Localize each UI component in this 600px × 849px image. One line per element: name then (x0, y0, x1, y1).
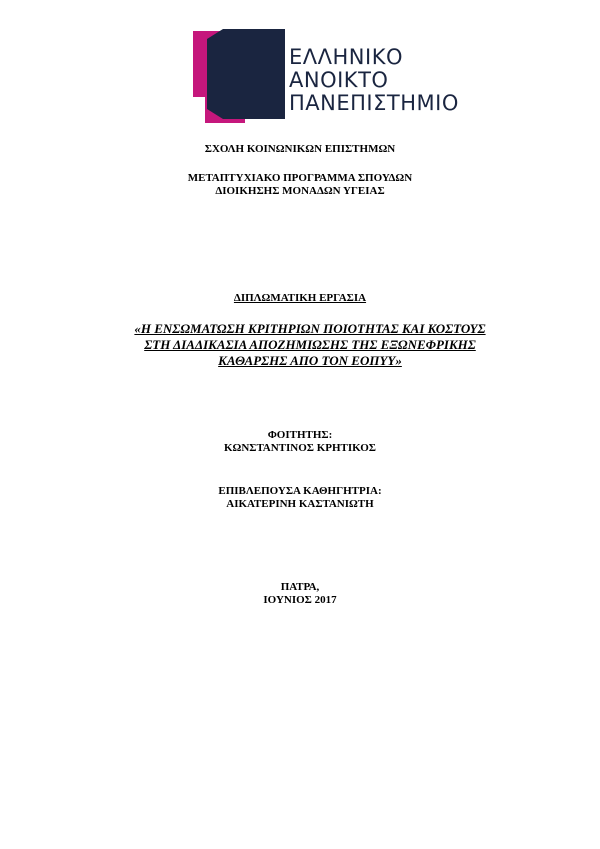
program-line-2: ΔΙΟΙΚΗΣΗΣ ΜΟΝΑΔΩΝ ΥΓΕΙΑΣ (215, 185, 385, 197)
logo-text-line-2: ΑΝΟΙΚΤΟ (289, 68, 389, 92)
logo-emblem-icon (193, 27, 285, 123)
logo-text-line-3: ΠΑΝΕΠΙΣΤΗΜΙΟ (289, 91, 459, 115)
supervisor-name: ΑΙΚΑΤΕΡΙΝΗ ΚΑΣΤΑΝΙΩΤΗ (226, 498, 374, 510)
school-name: ΣΧΟΛΗ ΚΟΙΝΩΝΙΚΩΝ ΕΠΙΣΤΗΜΩΝ (204, 143, 396, 155)
place: ΠΑΤΡΑ, (280, 581, 320, 593)
date: ΙΟΥΝΙΟΣ 2017 (263, 594, 337, 606)
university-logo (193, 27, 459, 123)
logo-wordmark (289, 46, 459, 115)
thesis-title (100, 321, 520, 369)
supervisor-label: ΕΠΙΒΛΕΠΟΥΣΑ ΚΑΘΗΓΗΤΡΙΑ: (218, 485, 382, 497)
thesis-title-line-2: ΣΤΗ ΔΙΑΔΙΚΑΣΙΑ ΑΠΟΖΗΜΙΩΣΗΣ ΤΗΣ ΕΞΩΝΕΦΡΙΚΗΣ (144, 337, 476, 352)
student-name: ΚΩΝΣΤΑΝΤΙΝΟΣ ΚΡΗΤΙΚΟΣ (224, 442, 376, 454)
logo-text-line-1: ΕΛΛΗΝΙΚΟ (289, 45, 403, 69)
student-label: ΦΟΙΤΗΤΗΣ: (267, 429, 333, 441)
thesis-title-line-3: ΚΑΘΑΡΣΗΣ ΑΠΟ ΤΟΝ ΕΟΠΥΥ» (218, 353, 402, 368)
document-type: ΔΙΠΛΩΜΑΤΙΚΗ ΕΡΓΑΣΙΑ (233, 292, 367, 304)
thesis-title-line-1: «Η ΕΝΣΩΜΑΤΩΣΗ ΚΡΙΤΗΡΙΩΝ ΠΟΙΟΤΗΤΑΣ ΚΑΙ ΚΟΣΤΟΥΣ (134, 321, 486, 336)
program-line-1: ΜΕΤΑΠΤΥΧΙΑΚΟ ΠΡΟΓΡΑΜΜΑ ΣΠΟΥΔΩΝ (187, 172, 413, 184)
